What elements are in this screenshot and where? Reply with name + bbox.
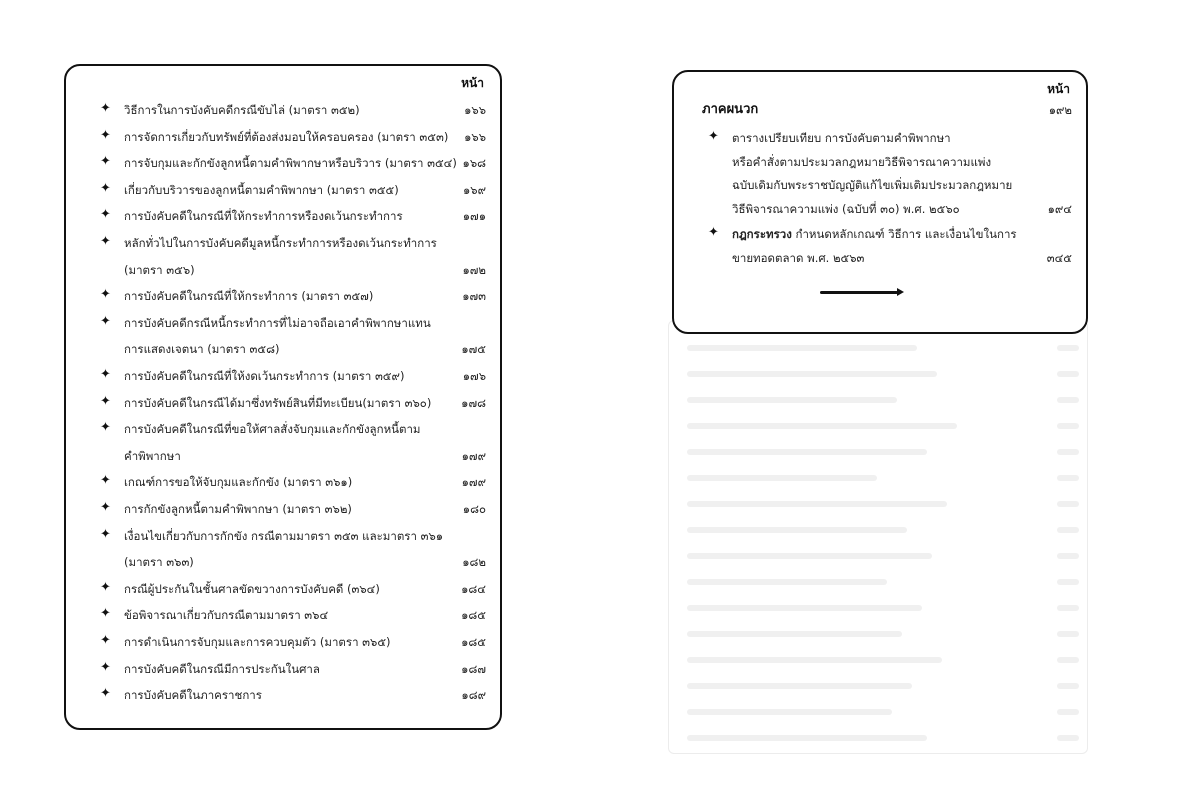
four-point-star-icon: ✦ [100,101,111,116]
toc-entry-title: เกี่ยวกับบริวารของลูกหนี้ตามคำพิพากษา (มาตรา ๓๕๕) [124,182,399,197]
toc-page-number: ๑๘๕ [461,635,486,649]
toc-entry-title: การกักขังลูกหนี้ตามคำพิพากษา (มาตรา ๓๖๒) [124,502,352,516]
toc-page-number: ๑๖๖ [464,129,486,144]
ghost-text-line [687,397,897,403]
toc-entry-title: เกณฑ์การขอให้จับกุมและกักขัง (มาตรา ๓๖๑) [124,475,353,490]
appendix-page-number: ๑๙๔ [1047,201,1072,216]
page-column-header: หน้า [461,76,484,90]
ghost-text-line [687,449,927,455]
ghost-page-number [1057,631,1079,637]
four-point-star-icon: ✦ [100,633,111,648]
ghost-page-number [1057,657,1079,663]
toc-page-number: ๑๗๒ [462,262,486,277]
arrow-rule-icon [820,291,898,294]
ghost-text-line [687,553,932,559]
four-point-star-icon: ✦ [100,526,111,542]
four-point-star-icon: ✦ [100,500,111,515]
four-point-star-icon: ✦ [708,225,719,240]
toc-page-number: ๑๘๒ [462,555,486,570]
toc-entry-title: การบังคับคดีกรณีหนี้กระทำการที่ไม่อาจถือเอาคำพิพากษาแทน [124,315,431,330]
appendix-entry-line: ตารางเปรียบเทียบ การบังคับตามคำพิพากษา [732,131,951,145]
ghost-text-line [687,735,927,741]
toc-entry-title: หลักทั่วไปในการบังคับคดีมูลหนี้กระทำการหรืองดเว้นกระทำการ [124,236,437,250]
toc-entry-title: การบังคับคดีในกรณีที่ให้กระทำการ (มาตรา ๓๕๗) [124,289,374,304]
ghost-page-number [1057,553,1079,559]
toc-entry-title: การบังคับคดีในกรณีที่ให้กระทำการหรืองดเว้นกระทำการ [124,209,403,224]
left-toc-page [64,64,502,730]
toc-entry-title: การจับกุมและกักขังลูกหนี้ตามคำพิพากษาหรือบริวาร (มาตรา ๓๕๔) [124,156,457,171]
four-point-star-icon: ✦ [100,154,111,170]
toc-page-number: ๑๘๗ [461,661,486,676]
toc-page-number: ๑๖๙ [462,182,486,197]
page-column-header: หน้า [1047,82,1070,96]
four-point-star-icon: ✦ [100,420,111,436]
ghost-page-number [1057,397,1079,403]
appendix-entry-line: หรือคำสั่งตามประมวลกฎหมายวิธีพิจารณาความแพ่ง [732,154,992,169]
appendix-page-number: ๓๔๕ [1046,250,1072,265]
four-point-star-icon: ✦ [100,686,111,702]
toc-page-number: ๑๘๔ [461,581,486,596]
toc-page-number: ๑๘๙ [461,688,486,703]
ghost-text-line [687,605,922,611]
toc-page-number: ๑๖๘ [462,156,486,171]
ghost-page-number [1057,449,1079,455]
ghost-page-number [1057,527,1079,533]
toc-entry-title: เงื่อนไขเกี่ยวกับการกักขัง กรณีตามมาตรา ๓๕๓ และมาตรา ๓๖๑ [124,528,444,543]
toc-page-number: ๑๗๙ [461,448,486,463]
toc-entry-title: กรณีผู้ประกันในชั้นศาลขัดขวางการบังคับคดี (๓๖๔) [124,581,380,596]
toc-entry-title: วิธีการในการบังคับคดีกรณีขับไล่ (มาตรา ๓๕๒) [124,103,360,117]
ghost-page-number [1057,683,1079,689]
toc-page-number: ๑๗๘ [461,395,486,410]
four-point-star-icon: ✦ [100,659,111,675]
ghost-page-number [1057,735,1079,741]
toc-entry-title-cont: คำพิพากษา [124,448,181,463]
toc-page-number: ๑๗๙ [461,475,486,490]
toc-page-number: ๑๘๕ [461,608,486,623]
ghost-text-line [687,501,947,507]
ghost-text-line [687,475,877,481]
four-point-star-icon: ✦ [100,473,111,489]
appendix-entry-line: วิธีพิจารณาความแพ่ง (ฉบับที่ ๓๐) พ.ศ. ๒๕๖๐ [732,201,960,216]
toc-page-number: ๑๗๓ [462,289,486,304]
toc-entry-title-cont: (มาตรา ๓๖๓) [124,555,194,570]
four-point-star-icon: ✦ [100,127,111,143]
toc-entry-title: การบังคับคดีในกรณีได้มาซึ่งทรัพย์สินที่มีทะเบียน(มาตรา ๓๖๐) [124,395,432,410]
toc-page-number: ๑๗๑ [462,209,486,224]
ghost-text-line [687,527,907,533]
toc-page-number: ๑๗๕ [461,342,486,357]
show-through-page [668,320,1088,754]
ghost-page-number [1057,605,1079,611]
toc-entry-title-cont: (มาตรา ๓๕๖) [124,262,195,277]
appendix-entry-line: ฉบับเดิมกับพระราชบัญญัติแก้ไขเพิ่มเติมประมวลกฎหมาย [732,178,1013,192]
four-point-star-icon: ✦ [100,234,111,249]
toc-entry-title: การบังคับคดีในกรณีที่ขอให้ศาลสั่งจับกุมและกักขังลูกหนี้ตาม [124,422,421,437]
four-point-star-icon: ✦ [100,579,111,595]
ghost-text-line [687,371,937,377]
four-point-star-icon: ✦ [100,287,111,303]
top-page-number: ๑๙๒ [1048,103,1072,117]
four-point-star-icon: ✦ [100,606,111,622]
four-point-star-icon: ✦ [100,207,111,223]
appendix-title: ภาคผนวก [702,102,759,117]
ghost-text-line [687,579,887,585]
ghost-text-line [687,345,917,351]
ghost-text-line [687,709,892,715]
appendix-entry-line: ขายทอดตลาด พ.ศ. ๒๕๖๓ [732,250,865,265]
toc-entry-title: ข้อพิจารณาเกี่ยวกับกรณีตามมาตรา ๓๖๔ [124,608,329,623]
four-point-star-icon: ✦ [100,180,111,196]
toc-entry-title: การบังคับคดีในกรณีมีการประกันในศาล [124,661,320,676]
appendix-entry-line: กฎกระทรวง กำหนดหลักเกณฑ์ วิธีการ และเงื่อนไขในการ [732,227,1017,241]
appendix-entry-bold-prefix: กฎกระทรวง [732,227,792,241]
toc-entry-title: การบังคับคดีในกรณีที่ให้งดเว้นกระทำการ (มาตรา ๓๕๙) [124,369,405,383]
four-point-star-icon: ✦ [100,313,111,329]
four-point-star-icon: ✦ [708,129,719,144]
ghost-page-number [1057,501,1079,507]
ghost-text-line [687,657,942,663]
four-point-star-icon: ✦ [100,393,111,409]
ghost-page-number [1057,579,1079,585]
ghost-page-number [1057,709,1079,715]
toc-page-number: ๑๘๐ [462,502,486,516]
toc-entry-title: การดำเนินการจับกุมและการควบคุมตัว (มาตรา ๓๖๕) [124,635,391,649]
right-toc-page [672,70,1088,334]
four-point-star-icon: ✦ [100,367,111,382]
ghost-page-number [1057,345,1079,351]
ghost-page-number [1057,475,1079,481]
ghost-text-line [687,423,957,429]
ghost-text-line [687,631,902,637]
toc-page-number: ๑๗๖ [462,369,486,383]
ghost-page-number [1057,371,1079,377]
toc-entry-title: การบังคับคดีในภาคราชการ [124,688,262,703]
toc-entry-title-cont: การแสดงเจตนา (มาตรา ๓๕๘) [124,342,280,357]
toc-page-number: ๑๖๖ [464,103,486,117]
toc-entry-title: การจัดการเกี่ยวกับทรัพย์ที่ต้องส่งมอบให้ครอบครอง (มาตรา ๓๕๓) [124,129,449,144]
ghost-page-number [1057,423,1079,429]
ghost-text-line [687,683,912,689]
